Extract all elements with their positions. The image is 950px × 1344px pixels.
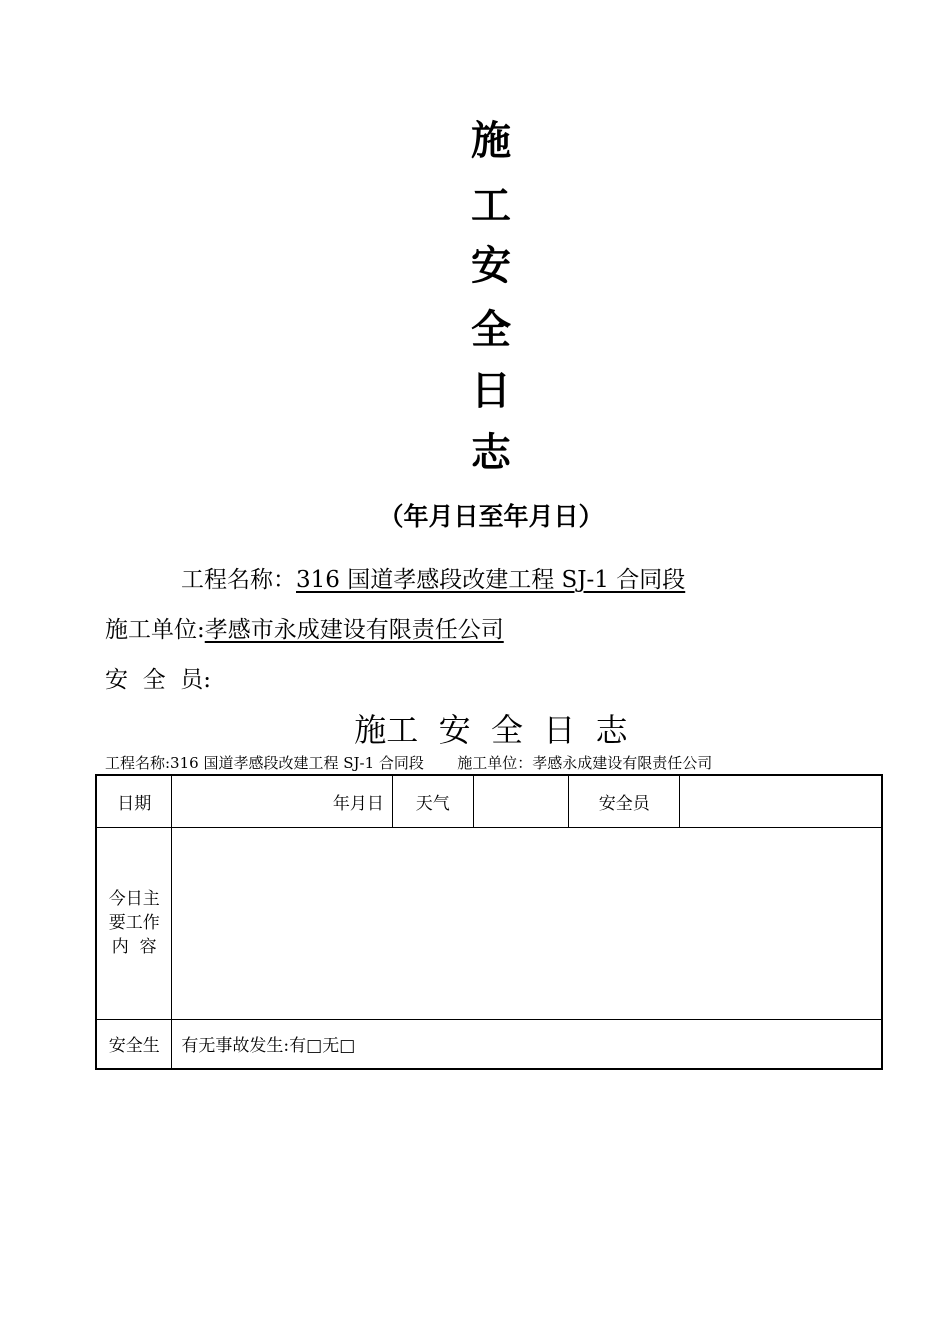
work-content-label [96,827,172,1019]
safety-officer-label: 安 全 员: [105,667,211,693]
weather-label: 天气 [392,775,473,827]
cover-title-char: 志 [471,429,511,476]
sheet-title: 施工 安 全 日 志 [354,711,628,749]
table-row [96,1019,882,1069]
table-row [96,775,882,827]
sheet-subheader: 工程名称:316 国道孝感段改建工程 SJ-1 合同段 施工单位：孝感永成建设有限责任公司 [105,754,713,772]
project-name-value: 316 国道孝感段改建工程 SJ-1 合同段 [296,567,686,593]
work-content-label-line: 内 容 [111,937,157,957]
project-name-label: 工程名称： [181,567,296,593]
weather-value[interactable] [473,775,569,827]
safety-log-table [95,774,883,1070]
construction-unit-label: 施工单位: [105,617,205,643]
work-content-value[interactable] [172,827,882,1019]
cover-period: （年月日至年月日） [378,502,604,531]
cover-title-char: 日 [471,367,511,414]
table-row [96,827,882,1019]
safety-officer-value[interactable] [680,775,882,827]
cover-title-char: 安 [471,242,511,289]
cover-title-char: 施 [471,117,511,164]
construction-unit-line [105,611,504,644]
project-name-line [181,561,685,594]
cover-title-char: 全 [471,306,511,353]
safety-production-label: 安全生 [96,1019,172,1069]
work-content-label-line: 今日主 [108,889,160,909]
date-value[interactable]: 年月日 [172,775,392,827]
safety-officer-cell-label: 安全员 [569,775,680,827]
cover-title-char: 工 [471,182,511,229]
construction-unit-value: 孝感市永成建设有限责任公司 [204,617,504,643]
date-label: 日期 [96,775,172,827]
accident-status-value[interactable]: 有无事故发生:有□无□ [172,1019,882,1069]
work-content-label-line: 要工作 [108,913,160,933]
